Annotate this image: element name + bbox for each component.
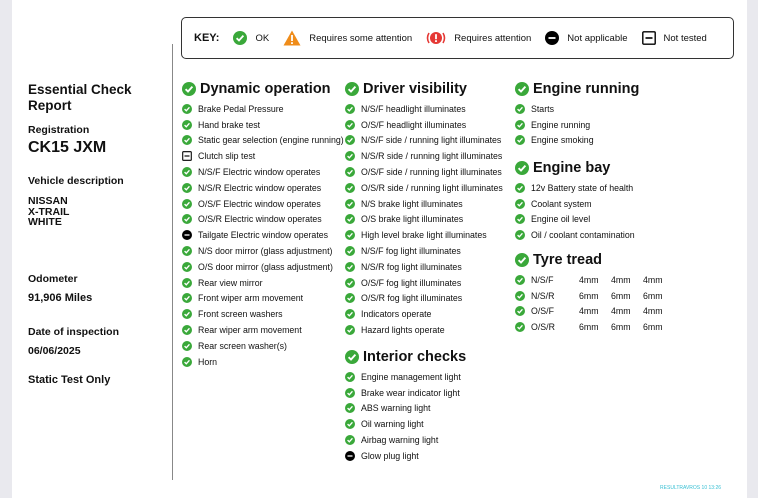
odometer-label: Odometer bbox=[28, 272, 78, 285]
report-title: Essential Check Report bbox=[28, 82, 132, 113]
check-item bbox=[345, 291, 503, 307]
key-warning bbox=[283, 30, 412, 46]
inspection-date-value: 06/06/2025 bbox=[28, 344, 81, 357]
tyre-tread-section bbox=[515, 250, 675, 335]
tyre-depth: 4mm bbox=[643, 306, 663, 317]
check-item bbox=[345, 401, 466, 417]
check-item bbox=[345, 133, 503, 149]
odometer-value: 91,906 Miles bbox=[28, 291, 93, 304]
not-tested-icon bbox=[182, 151, 192, 161]
check-item bbox=[182, 101, 344, 117]
section-heading bbox=[345, 347, 466, 367]
check-item-label: O/S/F fog light illuminates bbox=[361, 277, 462, 288]
ok-icon bbox=[182, 246, 192, 256]
tyre-depth: 4mm bbox=[579, 306, 599, 317]
check-item-label: High level brake light illuminates bbox=[361, 230, 487, 241]
check-item bbox=[182, 212, 344, 228]
ok-icon bbox=[182, 214, 192, 224]
vehicle-summary bbox=[28, 82, 168, 386]
tyre-depth: 6mm bbox=[643, 322, 663, 333]
tyre-row bbox=[515, 304, 675, 320]
check-item bbox=[345, 117, 503, 133]
check-item bbox=[345, 432, 466, 448]
ok-icon bbox=[345, 388, 355, 398]
tyre-row bbox=[515, 319, 675, 335]
section-title: Engine bay bbox=[533, 160, 611, 176]
check-item bbox=[182, 291, 344, 307]
check-item-label: Glow plug light bbox=[361, 450, 419, 461]
check-item bbox=[515, 101, 639, 117]
ok-icon bbox=[515, 199, 525, 209]
ok-icon bbox=[345, 82, 359, 96]
tyre-depth: 4mm bbox=[643, 274, 663, 285]
ok-icon bbox=[345, 325, 355, 335]
tyre-depth: 6mm bbox=[643, 290, 663, 301]
ok-icon bbox=[182, 293, 192, 303]
ok-icon bbox=[345, 104, 355, 114]
check-item-label: N/S/F side / running light illuminates bbox=[361, 135, 502, 146]
check-item bbox=[182, 180, 344, 196]
check-item-label: N/S/R fog light illuminates bbox=[361, 261, 462, 272]
check-item bbox=[182, 117, 344, 133]
ok-icon bbox=[182, 309, 192, 319]
ok-icon bbox=[182, 104, 192, 114]
ok-icon bbox=[345, 199, 355, 209]
check-item bbox=[345, 259, 503, 275]
check-item-label: Oil / coolant contamination bbox=[531, 230, 635, 241]
ok-icon bbox=[182, 82, 196, 96]
dynamic-operation-section bbox=[182, 79, 344, 370]
check-item-label: N/S/F headlight illuminates bbox=[361, 103, 466, 114]
check-item-label: Front screen washers bbox=[198, 309, 283, 320]
ok-icon bbox=[182, 135, 192, 145]
ok-icon bbox=[515, 161, 529, 175]
key-not-tested-label: Not tested bbox=[663, 32, 707, 44]
vehicle-description-label: Vehicle description bbox=[28, 175, 124, 187]
ok-icon bbox=[233, 31, 247, 45]
check-item-label: Engine smoking bbox=[531, 135, 594, 146]
check-item bbox=[345, 385, 466, 401]
ok-icon bbox=[345, 293, 355, 303]
ok-icon bbox=[345, 135, 355, 145]
inspection-date-label: Date of inspection bbox=[28, 325, 120, 338]
check-item bbox=[182, 354, 344, 370]
ok-icon bbox=[182, 357, 192, 367]
tyre-depth: 4mm bbox=[579, 274, 599, 285]
check-item-label: Oil warning light bbox=[361, 419, 424, 430]
key-na bbox=[545, 31, 627, 45]
ok-icon bbox=[345, 403, 355, 413]
tyre-position: N/S/F bbox=[531, 274, 554, 285]
ok-icon bbox=[345, 151, 355, 161]
report-page bbox=[12, 0, 747, 498]
ok-icon bbox=[515, 135, 525, 145]
check-item-label: Front wiper arm movement bbox=[198, 293, 304, 304]
ok-icon bbox=[515, 214, 525, 224]
check-item bbox=[182, 275, 344, 291]
not-applicable-icon bbox=[182, 230, 192, 240]
not-tested-icon bbox=[642, 31, 656, 45]
ok-icon bbox=[515, 275, 525, 285]
ok-icon bbox=[182, 325, 192, 335]
check-item-label: Hazard lights operate bbox=[361, 325, 445, 336]
check-item-label: Horn bbox=[198, 356, 218, 367]
warning-icon bbox=[283, 30, 301, 46]
status-key bbox=[181, 17, 734, 59]
key-ok-label: OK bbox=[255, 32, 270, 44]
check-item-label: Indicators operate bbox=[361, 309, 432, 320]
not-applicable-icon bbox=[345, 451, 355, 461]
check-item-label: 12v Battery state of health bbox=[531, 182, 634, 193]
ok-icon bbox=[515, 82, 529, 96]
key-na-label: Not applicable bbox=[567, 32, 628, 44]
tyre-depth: 6mm bbox=[611, 322, 631, 333]
ok-icon bbox=[515, 322, 525, 332]
ok-icon bbox=[345, 246, 355, 256]
check-item bbox=[182, 196, 344, 212]
ok-icon bbox=[515, 104, 525, 114]
check-item-label: O/S/F Electric window operates bbox=[198, 198, 321, 209]
tyre-row bbox=[515, 272, 675, 288]
check-item-label: Engine management light bbox=[361, 371, 461, 382]
ok-icon bbox=[345, 278, 355, 288]
test-type: Static Test Only bbox=[28, 373, 111, 386]
ok-icon bbox=[182, 278, 192, 288]
ok-icon bbox=[182, 120, 192, 130]
engine-bay-section bbox=[515, 158, 635, 243]
check-item bbox=[515, 180, 635, 196]
check-item-label: O/S door mirror (glass adjustment) bbox=[198, 261, 333, 272]
ok-icon bbox=[182, 341, 192, 351]
check-item bbox=[345, 148, 503, 164]
registration-label: Registration bbox=[28, 124, 90, 136]
key-attention-label: Requires attention bbox=[454, 32, 532, 44]
check-item-label: ABS warning light bbox=[361, 403, 431, 414]
section-title: Driver visibility bbox=[363, 81, 467, 97]
check-item bbox=[345, 306, 503, 322]
ok-icon bbox=[182, 183, 192, 193]
tyre-depth: 6mm bbox=[611, 290, 631, 301]
attention-icon bbox=[426, 30, 446, 46]
ok-icon bbox=[345, 167, 355, 177]
watermark: RESULTRAVROS 10 13:26 bbox=[660, 485, 721, 491]
ok-icon bbox=[345, 309, 355, 319]
check-item bbox=[182, 227, 344, 243]
check-item-label: N/S/R side / running light illuminates bbox=[361, 151, 503, 162]
vehicle-make: NISSAN bbox=[28, 195, 68, 207]
not-applicable-icon bbox=[545, 31, 559, 45]
check-item bbox=[515, 133, 639, 149]
ok-icon bbox=[345, 262, 355, 272]
check-item-label: Coolant system bbox=[531, 198, 592, 209]
ok-icon bbox=[515, 253, 529, 267]
driver-visibility-section bbox=[345, 79, 503, 338]
key-attention bbox=[426, 30, 531, 46]
check-item-label: Starts bbox=[531, 103, 554, 114]
check-item-label: Static gear selection (engine running) bbox=[198, 135, 344, 146]
check-item-label: O/S/F side / running light illuminates bbox=[361, 167, 502, 178]
ok-icon bbox=[515, 306, 525, 316]
ok-icon bbox=[345, 350, 359, 364]
check-item-label: Rear screen washer(s) bbox=[198, 340, 287, 351]
check-item-label: Engine oil level bbox=[531, 214, 591, 225]
ok-icon bbox=[345, 183, 355, 193]
section-heading bbox=[515, 79, 639, 99]
vehicle-colour: WHITE bbox=[28, 216, 62, 228]
check-item-label: Clutch slip test bbox=[198, 151, 256, 162]
check-item-label: O/S/R Electric window operates bbox=[198, 214, 322, 225]
tyre-position: O/S/F bbox=[531, 306, 554, 317]
ok-icon bbox=[182, 167, 192, 177]
check-item-label: N/S/R Electric window operates bbox=[198, 182, 322, 193]
check-item bbox=[345, 101, 503, 117]
check-item-label: O/S brake light illuminates bbox=[361, 214, 464, 225]
check-item-label: N/S brake light illuminates bbox=[361, 198, 463, 209]
registration-value: CK15 JXM bbox=[28, 139, 107, 156]
check-item bbox=[515, 212, 635, 228]
tyre-position: N/S/R bbox=[531, 290, 555, 301]
check-item-label: Hand brake test bbox=[198, 119, 261, 130]
ok-icon bbox=[345, 372, 355, 382]
section-title: Dynamic operation bbox=[200, 81, 331, 97]
check-item bbox=[345, 275, 503, 291]
check-item-label: Airbag warning light bbox=[361, 435, 439, 446]
tyre-position: O/S/R bbox=[531, 322, 555, 333]
vehicle-description bbox=[28, 196, 168, 228]
check-item-label: Tailgate Electric window operates bbox=[198, 230, 329, 241]
ok-icon bbox=[345, 120, 355, 130]
check-item-label: O/S/R fog light illuminates bbox=[361, 293, 463, 304]
check-item-label: O/S/F headlight illuminates bbox=[361, 119, 467, 130]
engine-running-section bbox=[515, 79, 639, 148]
section-title: Tyre tread bbox=[533, 252, 603, 268]
ok-icon bbox=[515, 230, 525, 240]
ok-icon bbox=[345, 435, 355, 445]
key-not-tested bbox=[642, 31, 707, 45]
check-item bbox=[515, 117, 639, 133]
tyre-depth: 4mm bbox=[611, 306, 631, 317]
check-item bbox=[345, 416, 466, 432]
tyre-depth: 6mm bbox=[579, 290, 599, 301]
check-item bbox=[182, 259, 344, 275]
ok-icon bbox=[515, 183, 525, 193]
check-item bbox=[515, 227, 635, 243]
check-item bbox=[345, 322, 503, 338]
ok-icon bbox=[345, 419, 355, 429]
key-title: KEY: bbox=[194, 32, 220, 44]
check-item-label: Brake wear indicator light bbox=[361, 387, 460, 398]
check-item bbox=[345, 227, 503, 243]
check-item bbox=[345, 243, 503, 259]
ok-icon bbox=[515, 291, 525, 301]
check-item bbox=[182, 243, 344, 259]
section-heading bbox=[182, 79, 344, 99]
check-item-label: Engine running bbox=[531, 119, 591, 130]
check-item bbox=[345, 212, 503, 228]
section-title: Interior checks bbox=[363, 349, 467, 365]
check-item bbox=[182, 322, 344, 338]
check-item-label: Rear view mirror bbox=[198, 277, 263, 288]
check-item bbox=[345, 196, 503, 212]
check-item-label: N/S/F Electric window operates bbox=[198, 167, 321, 178]
check-item-label: Rear wiper arm movement bbox=[198, 325, 302, 336]
check-item bbox=[182, 148, 344, 164]
section-heading bbox=[345, 79, 503, 99]
check-item bbox=[182, 164, 344, 180]
check-item bbox=[345, 448, 466, 464]
section-heading bbox=[515, 250, 675, 270]
check-item bbox=[345, 164, 503, 180]
check-item-label: N/S/F fog light illuminates bbox=[361, 246, 461, 257]
check-item bbox=[345, 369, 466, 385]
key-ok bbox=[233, 31, 269, 45]
check-item bbox=[182, 133, 344, 149]
ok-icon bbox=[345, 230, 355, 240]
section-title: Engine running bbox=[533, 81, 640, 97]
ok-icon bbox=[182, 262, 192, 272]
ok-icon bbox=[515, 120, 525, 130]
vehicle-model: X-TRAIL bbox=[28, 205, 70, 218]
key-warning-label: Requires some attention bbox=[309, 32, 413, 44]
check-item bbox=[182, 306, 344, 322]
check-item bbox=[345, 180, 503, 196]
tyre-row bbox=[515, 288, 675, 304]
ok-icon bbox=[345, 214, 355, 224]
check-item-label: O/S/R side / running light illuminates bbox=[361, 182, 503, 193]
ok-icon bbox=[182, 199, 192, 209]
tyre-depth: 6mm bbox=[579, 322, 599, 333]
check-item bbox=[182, 338, 344, 354]
section-heading bbox=[515, 158, 635, 178]
tyre-depth: 4mm bbox=[611, 274, 631, 285]
interior-checks-section bbox=[345, 347, 466, 464]
column-divider bbox=[172, 44, 173, 480]
check-item-label: N/S door mirror (glass adjustment) bbox=[198, 246, 333, 257]
check-item bbox=[515, 196, 635, 212]
check-item-label: Brake Pedal Pressure bbox=[198, 103, 284, 114]
